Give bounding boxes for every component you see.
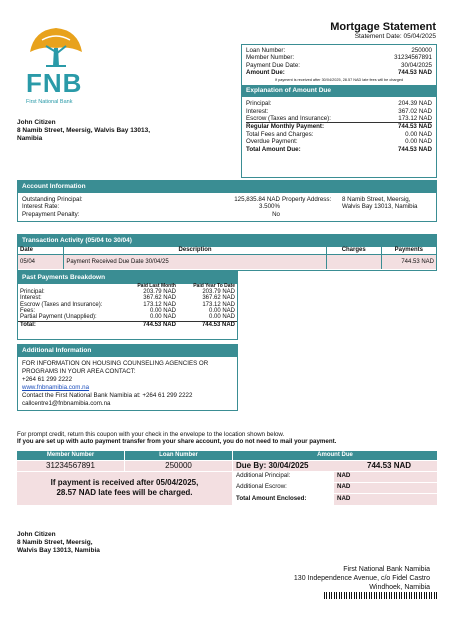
summary-label: Loan Number: (246, 47, 286, 54)
column-header: Paid Last Month (137, 282, 176, 289)
table-row (18, 314, 237, 321)
transaction-header: Transaction Activity (05/04 to 30/04) (18, 235, 436, 247)
sender-address-line: 8 Namib Street, Meersig, (17, 539, 93, 547)
transaction-box (17, 234, 437, 271)
recipient-address-line: Namibia (17, 135, 43, 143)
statement-title: Mortgage Statement (330, 21, 436, 33)
amount-due-header: Amount Due (233, 451, 437, 460)
late-fee-note: If payment is received after 30/04/2025, 28.57 NAD late fees will be charged (274, 77, 404, 82)
loan-number-header: Loan Number (125, 451, 232, 460)
additional-info-header: Additional Information (18, 345, 237, 357)
explanation-label: Principal: (246, 100, 272, 108)
account-value: 125,835.84 NAD (234, 195, 280, 203)
past-payment-ytd: 173.12 NAD (202, 301, 235, 308)
explanation-header: Explanation of Amount Due (242, 85, 436, 97)
property-address-label: Property Address: (282, 195, 332, 203)
total-amount-due-label: Total Amount Due: (246, 145, 301, 153)
explanation-value: 0.00 NAD (405, 138, 432, 146)
summary-label: Member Number: (246, 54, 295, 62)
additional-escrow-label: Additional Escrow: (236, 483, 287, 490)
transaction-date: 05/04 (18, 254, 64, 269)
summary-value: 30/04/2025 (401, 61, 432, 69)
additional-info-box (17, 344, 238, 411)
recipient-address (17, 119, 150, 143)
coupon-instructions (17, 431, 336, 446)
bank-address-line: 130 Independence Avenue, c/o Fidel Castro (293, 575, 430, 583)
payment-coupon (17, 451, 437, 505)
past-payments-header: Past Payments Breakdown (18, 272, 237, 284)
column-header: Description (64, 247, 326, 255)
additional-info-phone: +264 61 299 2222 (22, 375, 73, 383)
recipient-name: John Citizen (17, 119, 56, 126)
coupon-instruction-bold: If you are set up with auto payment transfer from your share account, you do not need to mail your payment. (17, 438, 337, 446)
past-payment-label: Principal: (20, 289, 45, 296)
member-number-header: Member Number (17, 451, 124, 460)
transaction-charges (326, 254, 381, 269)
regular-payment-value: 744.53 NAD (397, 123, 432, 131)
late-fee-line: If payment is received after 05/04/2025, (50, 478, 199, 487)
additional-info-contact: Contact the First National Bank Namibia at: +264 61 299 2222 (22, 392, 193, 400)
summary-value: 31234567891 (394, 54, 432, 62)
logo-wordmark: FNB (26, 68, 83, 98)
member-number-value: 31234567891 (17, 461, 124, 471)
past-payment-total-label: Total: (20, 321, 36, 328)
additional-info-text: FOR INFORMATION ON HOUSING COUNSELING AGENCIES OR (22, 359, 209, 367)
account-label: Prepayment Penalty: (22, 210, 80, 218)
additional-principal-field[interactable]: NAD (334, 472, 437, 482)
account-label: Interest Rate: (22, 203, 60, 211)
transaction-table (18, 247, 436, 270)
summary-value: 250000 (411, 47, 432, 54)
past-payment-label: Fees: (20, 307, 36, 314)
account-value: 3.500% (259, 203, 280, 211)
explanation-value: 367.02 NAD (398, 107, 432, 115)
explanation-label: Total Fees and Charges: (246, 130, 314, 138)
bank-address (294, 565, 430, 592)
transaction-table-header (18, 247, 436, 255)
past-payment-total-last: 744.53 NAD (142, 321, 176, 328)
logo-bank-name: First National Bank (26, 99, 73, 105)
property-address-line: Walvis Bay 13013, Namibia (342, 203, 418, 211)
property-address-value (342, 196, 417, 211)
postal-barcode (324, 592, 437, 599)
summary-rows (246, 47, 432, 77)
table-row-total (18, 321, 237, 328)
regular-payment-label: Regular Monthly Payment: (246, 123, 325, 131)
past-payment-last: 367.62 NAD (143, 295, 176, 302)
past-payment-ytd: 367.62 NAD (202, 295, 235, 302)
additional-principal-label: Additional Principal: (236, 472, 291, 479)
amount-due-label: Amount Due: (246, 69, 285, 77)
additional-info-text: PROGRAMS IN YOUR AREA CONTACT: (22, 367, 136, 375)
fnb-logo (20, 22, 90, 106)
past-payment-last: 0.00 NAD (149, 307, 176, 314)
explanation-label: Interest: (246, 107, 269, 115)
account-label: Outstanding Principal: (22, 195, 83, 203)
due-amount-value: 744.53 NAD (367, 461, 412, 470)
account-info-header: Account Information (18, 181, 436, 193)
past-payment-label: Interest: (20, 295, 42, 302)
sender-name: John Citizen (17, 531, 56, 538)
due-date-label: Due By: 30/04/2025 (233, 461, 437, 471)
additional-info-email: callcentre1@fnbnamibia.com.na (22, 400, 111, 408)
bank-name: First National Bank Namibia (343, 566, 430, 573)
past-payment-ytd: 0.00 NAD (208, 314, 235, 321)
summary-box (241, 44, 437, 178)
column-header: Date (18, 247, 64, 255)
bank-address-line: Windhoek, Namibia (369, 584, 430, 592)
total-amount-due-value: 744.53 NAD (397, 145, 432, 153)
past-payments-box (17, 271, 238, 340)
past-payment-last: 173.12 NAD (143, 301, 176, 308)
account-value: No (272, 210, 280, 218)
explanation-rows (242, 97, 436, 153)
coupon-instruction-text: For prompt credit, return this coupon with your check in the envelope to the location shown below. (17, 431, 285, 438)
loan-number-value: 250000 (125, 461, 232, 471)
past-payment-last: 0.00 NAD (149, 314, 176, 321)
recipient-address-line: 8 Namib Street, Meersig, Walvis Bay 13013, (17, 127, 151, 135)
table-row (18, 254, 436, 269)
column-header: Paid Year To Date (193, 282, 235, 289)
late-fee-line: 28.57 NAD late fees will be charged. (56, 488, 193, 497)
account-info-box (17, 180, 437, 222)
explanation-value: 0.00 NAD (405, 130, 432, 138)
total-enclosed-field[interactable]: NAD (334, 494, 437, 505)
column-header: Payments (394, 246, 423, 253)
amount-due-value: 744.53 NAD (397, 69, 432, 77)
sender-address (17, 531, 100, 555)
explanation-value: 173.12 NAD (398, 114, 432, 122)
additional-escrow-field[interactable]: NAD (334, 483, 437, 493)
past-payment-label: Escrow (Taxes and Insurance): (20, 301, 103, 308)
property-address (282, 196, 331, 203)
past-payment-label: Partial Payment (Unapplied): (20, 314, 97, 321)
property-address-line: 8 Namib Street, Meersig, (342, 195, 411, 203)
summary-label: Payment Due Date: (246, 61, 300, 69)
explanation-label: Escrow (Taxes and Insurance): (246, 114, 331, 122)
transaction-description: Payment Received Due Date 30/04/25 (64, 254, 326, 269)
past-payment-ytd: 203.79 NAD (202, 289, 235, 296)
transaction-payments: 744.53 NAD (401, 258, 434, 265)
total-enclosed-label: Total Amount Enclosed: (236, 495, 307, 502)
past-payments-table (18, 284, 237, 328)
coupon-extra-rows (233, 472, 437, 505)
statement-date: Statement Date: 05/04/2025 (354, 33, 436, 40)
explanation-label: Overdue Payment: (246, 138, 298, 146)
sender-address-line: Walvis Bay 13013, Namibia (17, 547, 100, 555)
coupon-late-fee-notice (17, 472, 232, 505)
tree-icon (20, 22, 90, 70)
past-payment-ytd: 0.00 NAD (208, 307, 235, 314)
explanation-value: 204.39 NAD (398, 100, 432, 108)
website-link[interactable]: www.fnbnamibia.com.na (22, 383, 90, 391)
past-payment-total-ytd: 744.53 NAD (201, 321, 235, 328)
past-payment-last: 203.79 NAD (143, 289, 176, 296)
column-header: Charges (326, 247, 381, 255)
